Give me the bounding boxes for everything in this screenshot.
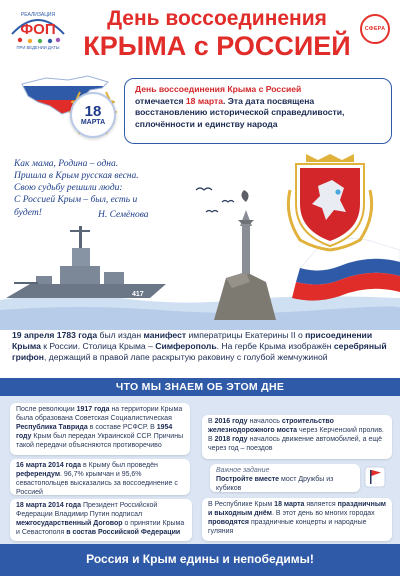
history-paragraph [12, 330, 390, 364]
info-text-1: отмечается [135, 95, 186, 106]
history-text: . На гербе Крыма изображён [216, 341, 334, 352]
fact-text: на территории Крыма была образована Советская Социалистическая [16, 406, 183, 422]
info-holiday-name: День воссоединения Крыма с Россией [135, 84, 302, 94]
poem-author: Н. Семёнова [98, 210, 149, 220]
fact-text: началось [247, 418, 282, 425]
fact-card [202, 498, 392, 541]
flag-icon [364, 466, 386, 488]
fact-text: началось движение автомобилей, а ещё через год – поездов [208, 435, 382, 452]
date-badge-month: МАРТА [80, 118, 106, 126]
fact-text: В [208, 418, 215, 425]
poem-line: С Россией Крым – был, есть и будет! [14, 195, 138, 218]
fact-text: праздничные концерты и народные гуляния [208, 518, 367, 535]
task-card [210, 464, 360, 492]
publisher-logo [360, 14, 390, 44]
fact-text: Крым был передан Украинской ССР. Причины такой передачи объясняются противоречиво [16, 432, 184, 449]
fact-text: о принятии Крыма и Севастополя [16, 519, 185, 536]
monument-icon [214, 190, 276, 320]
history-text-bold: присоединении Крыма [12, 330, 373, 352]
fop-logo-bottom: ПРИ ВЕДЕНИИ ДАТЫ [16, 45, 60, 50]
fact-text-bold: межгосударственный Договор [16, 519, 123, 527]
fact-card [202, 415, 392, 459]
poem-line: Как мама, Родина – одна. [14, 159, 119, 169]
history-text: , держащий в правой лапе раскрытую раковину с голубой жемчужиной [43, 352, 328, 363]
info-text-2: . Эта дата посвящена восстановлению исторической справедливости, сплочённости и единству народа [135, 95, 345, 129]
fact-text-bold: 18 марта 2014 года [16, 502, 82, 509]
fact-text-bold: в состав Российской Федерации [66, 528, 181, 536]
history-date: 19 апреля 1783 года [12, 330, 98, 340]
fact-text-bold: Постройте вместе [216, 475, 280, 483]
history-text: был издан [97, 330, 144, 340]
fact-text-bold: 2018 году [214, 435, 248, 443]
fact-text: . 96,7% крымчан и 95,6% севастопольцев высказались за воссоединение с Россией [16, 470, 178, 496]
publisher-logo-text: СФЕРА [364, 26, 386, 32]
seagull-icon [222, 201, 234, 203]
info-date: 18 марта [185, 95, 223, 106]
section-header: ЧТО МЫ ЗНАЕМ ОБ ЭТОМ ДНЕ [0, 378, 400, 396]
info-box [124, 78, 392, 144]
date-badge-day: 18 [84, 102, 102, 120]
fact-text: является [304, 501, 338, 508]
date-badge [70, 92, 116, 138]
history-text: императрицы Екатерины II о [186, 330, 306, 340]
fop-logo [6, 4, 70, 50]
fact-text-bold: праздничным и выходным днём [208, 501, 386, 517]
fact-text-bold: строительство железнодорожного моста [208, 418, 334, 434]
poem-line: Пришла в Крым русская весна. [14, 171, 139, 182]
fact-text: . В этот день во многих городах [271, 509, 375, 517]
fact-text-bold: 1917 года [76, 406, 110, 413]
footer-slogan: Россия и Крым едины и непобедимы! [0, 544, 400, 576]
fact-text: в Крыму был проведён [81, 462, 158, 469]
crimea-coat-of-arms-icon [288, 154, 371, 250]
fact-text-bold: проводятся [208, 518, 250, 526]
poem-line: Свою судьбу решили люди: [14, 183, 123, 194]
fact-text-bold: Республика Таврида [16, 423, 88, 431]
history-text-bold: серебряный грифон [12, 341, 387, 363]
fact-text: Президент Российской Федерации Владимир Путин подписал [16, 502, 158, 518]
fact-text: в составе РСФСР. В [87, 423, 157, 431]
seagull-icon [196, 188, 212, 190]
fact-card [10, 459, 190, 495]
fop-logo-main: ФОП [20, 21, 56, 38]
fact-text: мост Дружбы из кубиков [216, 475, 334, 492]
fact-text-bold: 2016 году [214, 418, 248, 425]
history-text: к России. Столица Крыма – [40, 341, 156, 352]
fact-text-bold: 16 марта 2014 года [16, 462, 82, 469]
fact-text-bold: 1954 году [16, 423, 173, 440]
fact-text: В Республике Крым [208, 501, 275, 508]
seagull-icon [206, 211, 218, 213]
fact-text: После революции [16, 406, 77, 413]
fact-text: через Керченский пролив. В [208, 426, 384, 443]
fop-logo-top: РЕАЛИЗАЦИЯ [20, 12, 56, 18]
title-line-2: КРЫМА с РОССИЕЙ [83, 31, 351, 61]
fact-card [10, 499, 192, 541]
history-text-bold: Симферополь [155, 341, 217, 352]
task-label: Важное задание [216, 467, 270, 474]
fact-text-bold: референдум [16, 470, 60, 478]
warship-icon [6, 226, 166, 298]
history-text-bold: манифест [143, 330, 187, 340]
fact-card [10, 403, 190, 455]
ship-number: 417 [132, 291, 144, 298]
fact-text-bold: 18 марта [274, 501, 305, 508]
title-line-1: День воссоединения [107, 7, 327, 30]
